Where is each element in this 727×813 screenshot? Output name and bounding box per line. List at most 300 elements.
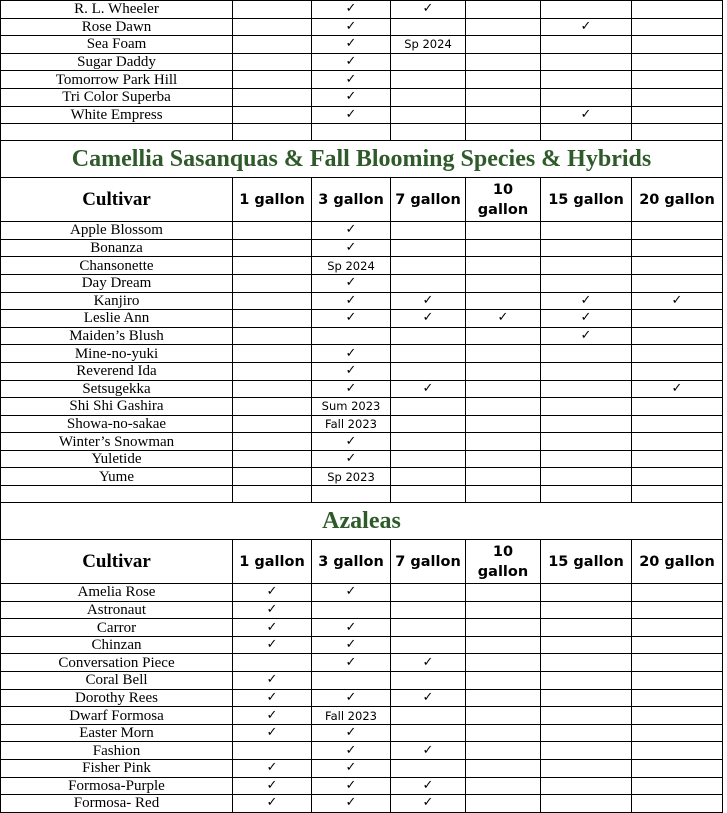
check-icon: ✓ <box>391 310 466 328</box>
availability-cell: Fall 2023 <box>312 415 391 433</box>
cultivar-name: Coral Bell <box>1 672 233 690</box>
check-icon: ✓ <box>312 36 391 54</box>
availability-cell <box>541 689 632 707</box>
check-icon: ✓ <box>312 292 391 310</box>
availability-cell <box>466 415 541 433</box>
availability-cell <box>541 345 632 363</box>
availability-cell <box>466 362 541 380</box>
availability-cell <box>632 362 723 380</box>
availability-cell <box>391 257 466 275</box>
table-row <box>1 636 723 654</box>
col-header-10-gallon <box>466 178 541 222</box>
availability-cell <box>632 450 723 468</box>
azaleas-section-row <box>1 503 723 540</box>
availability-cell <box>632 724 723 742</box>
availability-cell <box>466 636 541 654</box>
availability-cell <box>391 760 466 778</box>
cultivar-name: Dorothy Rees <box>1 689 233 707</box>
availability-cell <box>233 88 312 106</box>
availability-cell <box>233 239 312 257</box>
availability-cell <box>233 274 312 292</box>
availability-cell <box>391 274 466 292</box>
availability-cell <box>541 398 632 416</box>
availability-cell <box>541 619 632 637</box>
availability-cell <box>632 310 723 328</box>
check-icon: ✓ <box>541 310 632 328</box>
availability-cell <box>632 689 723 707</box>
cultivar-name: Easter Morn <box>1 724 233 742</box>
col-header-1-gallon: 1 gallon <box>233 540 312 584</box>
check-icon: ✓ <box>312 310 391 328</box>
cultivar-name: Apple Blossom <box>1 222 233 240</box>
availability-cell <box>541 795 632 813</box>
availability-cell <box>541 415 632 433</box>
availability-cell <box>541 777 632 795</box>
blank-cell <box>541 486 632 503</box>
table-row <box>1 18 723 36</box>
blank-row <box>1 486 723 503</box>
availability-cell <box>233 53 312 71</box>
availability-cell <box>632 239 723 257</box>
sasanqua-section-cell <box>1 141 723 178</box>
availability-cell <box>391 433 466 451</box>
table-row <box>1 292 723 310</box>
cultivar-name: R. L. Wheeler <box>1 1 233 19</box>
availability-cell <box>466 689 541 707</box>
availability-cell <box>233 71 312 89</box>
check-icon: ✓ <box>233 601 312 619</box>
check-icon: ✓ <box>312 433 391 451</box>
availability-cell <box>233 222 312 240</box>
availability-cell <box>391 53 466 71</box>
check-icon: ✓ <box>312 450 391 468</box>
availability-cell <box>541 760 632 778</box>
cultivar-name: Day Dream <box>1 274 233 292</box>
check-icon: ✓ <box>391 689 466 707</box>
availability-cell <box>541 239 632 257</box>
availability-cell <box>541 362 632 380</box>
availability-cell <box>233 380 312 398</box>
availability-cell <box>541 584 632 602</box>
availability-cell <box>312 327 391 345</box>
availability-cell <box>541 274 632 292</box>
availability-cell <box>541 724 632 742</box>
availability-cell <box>632 345 723 363</box>
table-row <box>1 795 723 813</box>
availability-cell <box>233 257 312 275</box>
availability-cell <box>391 106 466 124</box>
availability-cell <box>541 654 632 672</box>
check-icon: ✓ <box>312 619 391 637</box>
blank-cell <box>466 486 541 503</box>
availability-cell: Sp 2024 <box>391 36 466 54</box>
blank-cell <box>1 124 233 141</box>
availability-cell <box>466 71 541 89</box>
check-icon: ✓ <box>233 760 312 778</box>
cultivar-name: Bonanza <box>1 239 233 257</box>
availability-cell <box>466 450 541 468</box>
availability-cell <box>466 398 541 416</box>
availability-cell <box>233 450 312 468</box>
check-icon: ✓ <box>312 239 391 257</box>
table-row <box>1 88 723 106</box>
check-icon: ✓ <box>233 689 312 707</box>
cultivar-name: Sugar Daddy <box>1 53 233 71</box>
availability-cell <box>632 222 723 240</box>
cultivar-name: Sea Foam <box>1 36 233 54</box>
blank-cell <box>312 124 391 141</box>
availability-cell <box>541 601 632 619</box>
check-icon: ✓ <box>312 654 391 672</box>
availability-cell <box>632 601 723 619</box>
availability-cell <box>632 398 723 416</box>
check-icon: ✓ <box>312 724 391 742</box>
availability-cell <box>541 707 632 725</box>
blank-cell <box>391 486 466 503</box>
availability-cell <box>466 760 541 778</box>
check-icon: ✓ <box>632 292 723 310</box>
availability-cell <box>466 672 541 690</box>
cultivar-name: Winter’s Snowman <box>1 433 233 451</box>
availability-cell <box>632 71 723 89</box>
availability-cell <box>233 18 312 36</box>
check-icon: ✓ <box>312 88 391 106</box>
table-row <box>1 345 723 363</box>
cultivar-header: Cultivar <box>1 178 233 222</box>
table-row <box>1 53 723 71</box>
availability-cell <box>233 106 312 124</box>
availability-cell <box>466 239 541 257</box>
availability-cell <box>466 468 541 486</box>
availability-cell <box>541 53 632 71</box>
cultivar-name: Astronaut <box>1 601 233 619</box>
availability-cell <box>391 672 466 690</box>
check-icon: ✓ <box>391 654 466 672</box>
availability-cell <box>391 88 466 106</box>
check-icon: ✓ <box>312 106 391 124</box>
blank-cell <box>632 486 723 503</box>
check-icon: ✓ <box>312 222 391 240</box>
availability-cell <box>233 327 312 345</box>
availability-cell <box>391 18 466 36</box>
availability-cell: Sp 2024 <box>312 257 391 275</box>
col-header-3-gallon: 3 gallon <box>312 540 391 584</box>
check-icon: ✓ <box>391 777 466 795</box>
col-header-10-line2: gallon <box>477 563 529 580</box>
check-icon: ✓ <box>312 274 391 292</box>
availability-cell <box>391 584 466 602</box>
availability-cell: Fall 2023 <box>312 707 391 725</box>
availability-cell <box>466 619 541 637</box>
check-icon: ✓ <box>541 292 632 310</box>
check-icon: ✓ <box>312 584 391 602</box>
table-row <box>1 777 723 795</box>
table-row <box>1 106 723 124</box>
blank-cell <box>1 486 233 503</box>
cultivar-name: Reverend Ida <box>1 362 233 380</box>
check-icon: ✓ <box>541 18 632 36</box>
col-header-7-gallon: 7 gallon <box>391 540 466 584</box>
cultivar-name: Conversation Piece <box>1 654 233 672</box>
availability-cell <box>233 1 312 19</box>
blank-cell <box>632 124 723 141</box>
blank-row <box>1 124 723 141</box>
check-icon: ✓ <box>312 345 391 363</box>
availability-cell <box>233 415 312 433</box>
availability-cell <box>466 222 541 240</box>
table-row <box>1 707 723 725</box>
availability-cell <box>541 672 632 690</box>
availability-cell <box>466 707 541 725</box>
cultivar-name: Amelia Rose <box>1 584 233 602</box>
check-icon: ✓ <box>233 795 312 813</box>
availability-cell <box>632 707 723 725</box>
check-icon: ✓ <box>391 1 466 19</box>
cultivar-name: Chansonette <box>1 257 233 275</box>
availability-cell <box>541 433 632 451</box>
availability-cell <box>391 362 466 380</box>
availability-cell <box>312 672 391 690</box>
check-icon: ✓ <box>312 71 391 89</box>
availability-cell <box>632 795 723 813</box>
table-row <box>1 724 723 742</box>
availability-cell <box>632 274 723 292</box>
check-icon: ✓ <box>312 760 391 778</box>
availability-cell <box>466 742 541 760</box>
table-row <box>1 327 723 345</box>
availability-cell <box>466 106 541 124</box>
availability-cell <box>466 584 541 602</box>
check-icon: ✓ <box>312 1 391 19</box>
cultivar-name: Yuletide <box>1 450 233 468</box>
availability-cell <box>233 362 312 380</box>
table-row <box>1 222 723 240</box>
availability-cell <box>466 18 541 36</box>
check-icon: ✓ <box>312 18 391 36</box>
check-icon: ✓ <box>391 292 466 310</box>
availability-cell <box>632 619 723 637</box>
availability-cell <box>632 106 723 124</box>
availability-cell <box>632 654 723 672</box>
cultivar-name: Kanjiro <box>1 292 233 310</box>
col-header-10-line1: 10 <box>492 543 514 560</box>
availability-cell <box>632 742 723 760</box>
cultivar-name: Fisher Pink <box>1 760 233 778</box>
availability-cell <box>466 257 541 275</box>
table-row <box>1 239 723 257</box>
availability-cell <box>466 1 541 19</box>
table-row <box>1 362 723 380</box>
check-icon: ✓ <box>312 742 391 760</box>
availability-cell <box>632 468 723 486</box>
col-header-1-gallon: 1 gallon <box>233 178 312 222</box>
availability-cell <box>391 415 466 433</box>
cultivar-name: Chinzan <box>1 636 233 654</box>
availability-cell <box>541 468 632 486</box>
availability-cell <box>466 292 541 310</box>
table-row <box>1 310 723 328</box>
availability-cell <box>391 619 466 637</box>
availability-cell <box>632 415 723 433</box>
availability-cell <box>632 760 723 778</box>
table-row <box>1 36 723 54</box>
col-header-10-line1: 10 <box>492 181 514 198</box>
availability-cell <box>632 1 723 19</box>
cultivar-name: Carror <box>1 619 233 637</box>
blank-cell <box>233 124 312 141</box>
col-header-10-line2: gallon <box>477 201 529 218</box>
availability-cell: Sum 2023 <box>312 398 391 416</box>
cultivar-name: Fashion <box>1 742 233 760</box>
availability-cell <box>541 450 632 468</box>
availability-cell <box>541 71 632 89</box>
availability-cell <box>466 601 541 619</box>
table-row <box>1 760 723 778</box>
check-icon: ✓ <box>233 724 312 742</box>
availability-cell <box>466 380 541 398</box>
availability-cell <box>391 601 466 619</box>
table-row <box>1 398 723 416</box>
table-row <box>1 689 723 707</box>
availability-cell <box>632 88 723 106</box>
blank-cell <box>312 486 391 503</box>
check-icon: ✓ <box>312 795 391 813</box>
check-icon: ✓ <box>312 636 391 654</box>
blank-cell <box>541 124 632 141</box>
availability-cell <box>466 36 541 54</box>
availability-cell <box>391 239 466 257</box>
cultivar-name: Yume <box>1 468 233 486</box>
availability-cell <box>233 292 312 310</box>
azaleas-section-cell <box>1 503 723 540</box>
availability-cell <box>466 433 541 451</box>
col-header-20-gallon: 20 gallon <box>632 540 723 584</box>
table-row <box>1 415 723 433</box>
cultivar-name: Tomorrow Park Hill <box>1 71 233 89</box>
availability-cell <box>541 222 632 240</box>
cultivar-name: Dwarf Formosa <box>1 707 233 725</box>
check-icon: ✓ <box>233 636 312 654</box>
sasanqua-header-row <box>1 178 723 222</box>
availability-cell <box>391 71 466 89</box>
table-row <box>1 672 723 690</box>
check-icon: ✓ <box>312 53 391 71</box>
availability-cell <box>541 742 632 760</box>
check-icon: ✓ <box>233 619 312 637</box>
table-row <box>1 450 723 468</box>
availability-cell <box>233 654 312 672</box>
col-header-15-gallon: 15 gallon <box>541 178 632 222</box>
availability-cell <box>466 88 541 106</box>
check-icon: ✓ <box>233 672 312 690</box>
check-icon: ✓ <box>391 742 466 760</box>
col-header-7-gallon: 7 gallon <box>391 178 466 222</box>
table-row <box>1 380 723 398</box>
check-icon: ✓ <box>233 777 312 795</box>
check-icon: ✓ <box>312 689 391 707</box>
availability-cell <box>466 777 541 795</box>
availability-cell <box>233 310 312 328</box>
cultivar-header: Cultivar <box>1 540 233 584</box>
table-row <box>1 619 723 637</box>
availability-cell <box>541 380 632 398</box>
cultivar-name: White Empress <box>1 106 233 124</box>
check-icon: ✓ <box>632 380 723 398</box>
availability-cell <box>312 601 391 619</box>
availability-cell <box>466 345 541 363</box>
check-icon: ✓ <box>312 380 391 398</box>
check-icon: ✓ <box>233 707 312 725</box>
availability-cell <box>541 1 632 19</box>
availability-cell <box>391 345 466 363</box>
table-row <box>1 654 723 672</box>
availability-cell <box>466 53 541 71</box>
availability-cell <box>466 274 541 292</box>
sasanqua-section-title: Camellia Sasanquas & Fall Blooming Species & Hybrids <box>71 145 652 172</box>
cultivar-name: Tri Color Superba <box>1 88 233 106</box>
availability-cell <box>391 398 466 416</box>
check-icon: ✓ <box>391 795 466 813</box>
azaleas-section-title: Azaleas <box>322 507 401 534</box>
blank-cell <box>233 486 312 503</box>
availability-cell <box>541 36 632 54</box>
check-icon: ✓ <box>312 362 391 380</box>
col-header-10-gallon <box>466 540 541 584</box>
availability-cell <box>233 742 312 760</box>
table-row <box>1 584 723 602</box>
check-icon: ✓ <box>312 777 391 795</box>
check-icon: ✓ <box>391 380 466 398</box>
availability-cell <box>632 636 723 654</box>
table-row <box>1 742 723 760</box>
availability-cell <box>632 584 723 602</box>
azaleas-header-row <box>1 540 723 584</box>
blank-cell <box>391 124 466 141</box>
availability-cell <box>632 777 723 795</box>
availability-cell <box>466 724 541 742</box>
check-icon: ✓ <box>466 310 541 328</box>
cultivar-name: Setsugekka <box>1 380 233 398</box>
availability-cell <box>233 398 312 416</box>
availability-cell <box>233 468 312 486</box>
cultivar-name: Leslie Ann <box>1 310 233 328</box>
availability-cell <box>632 53 723 71</box>
col-header-3-gallon: 3 gallon <box>312 178 391 222</box>
availability-cell <box>541 88 632 106</box>
sasanqua-section-row <box>1 141 723 178</box>
availability-cell <box>391 450 466 468</box>
table-row <box>1 1 723 19</box>
cultivar-name: Formosa-Purple <box>1 777 233 795</box>
col-header-20-gallon: 20 gallon <box>632 178 723 222</box>
availability-cell <box>632 257 723 275</box>
check-icon: ✓ <box>541 106 632 124</box>
availability-cell <box>466 795 541 813</box>
table-row <box>1 601 723 619</box>
table-row <box>1 468 723 486</box>
availability-cell <box>233 36 312 54</box>
availability-cell <box>541 636 632 654</box>
availability-cell <box>632 672 723 690</box>
availability-cell <box>632 18 723 36</box>
table-row <box>1 71 723 89</box>
col-header-15-gallon: 15 gallon <box>541 540 632 584</box>
availability-cell <box>632 433 723 451</box>
blank-cell <box>466 124 541 141</box>
availability-cell <box>391 327 466 345</box>
table-row <box>1 257 723 275</box>
table-row <box>1 274 723 292</box>
